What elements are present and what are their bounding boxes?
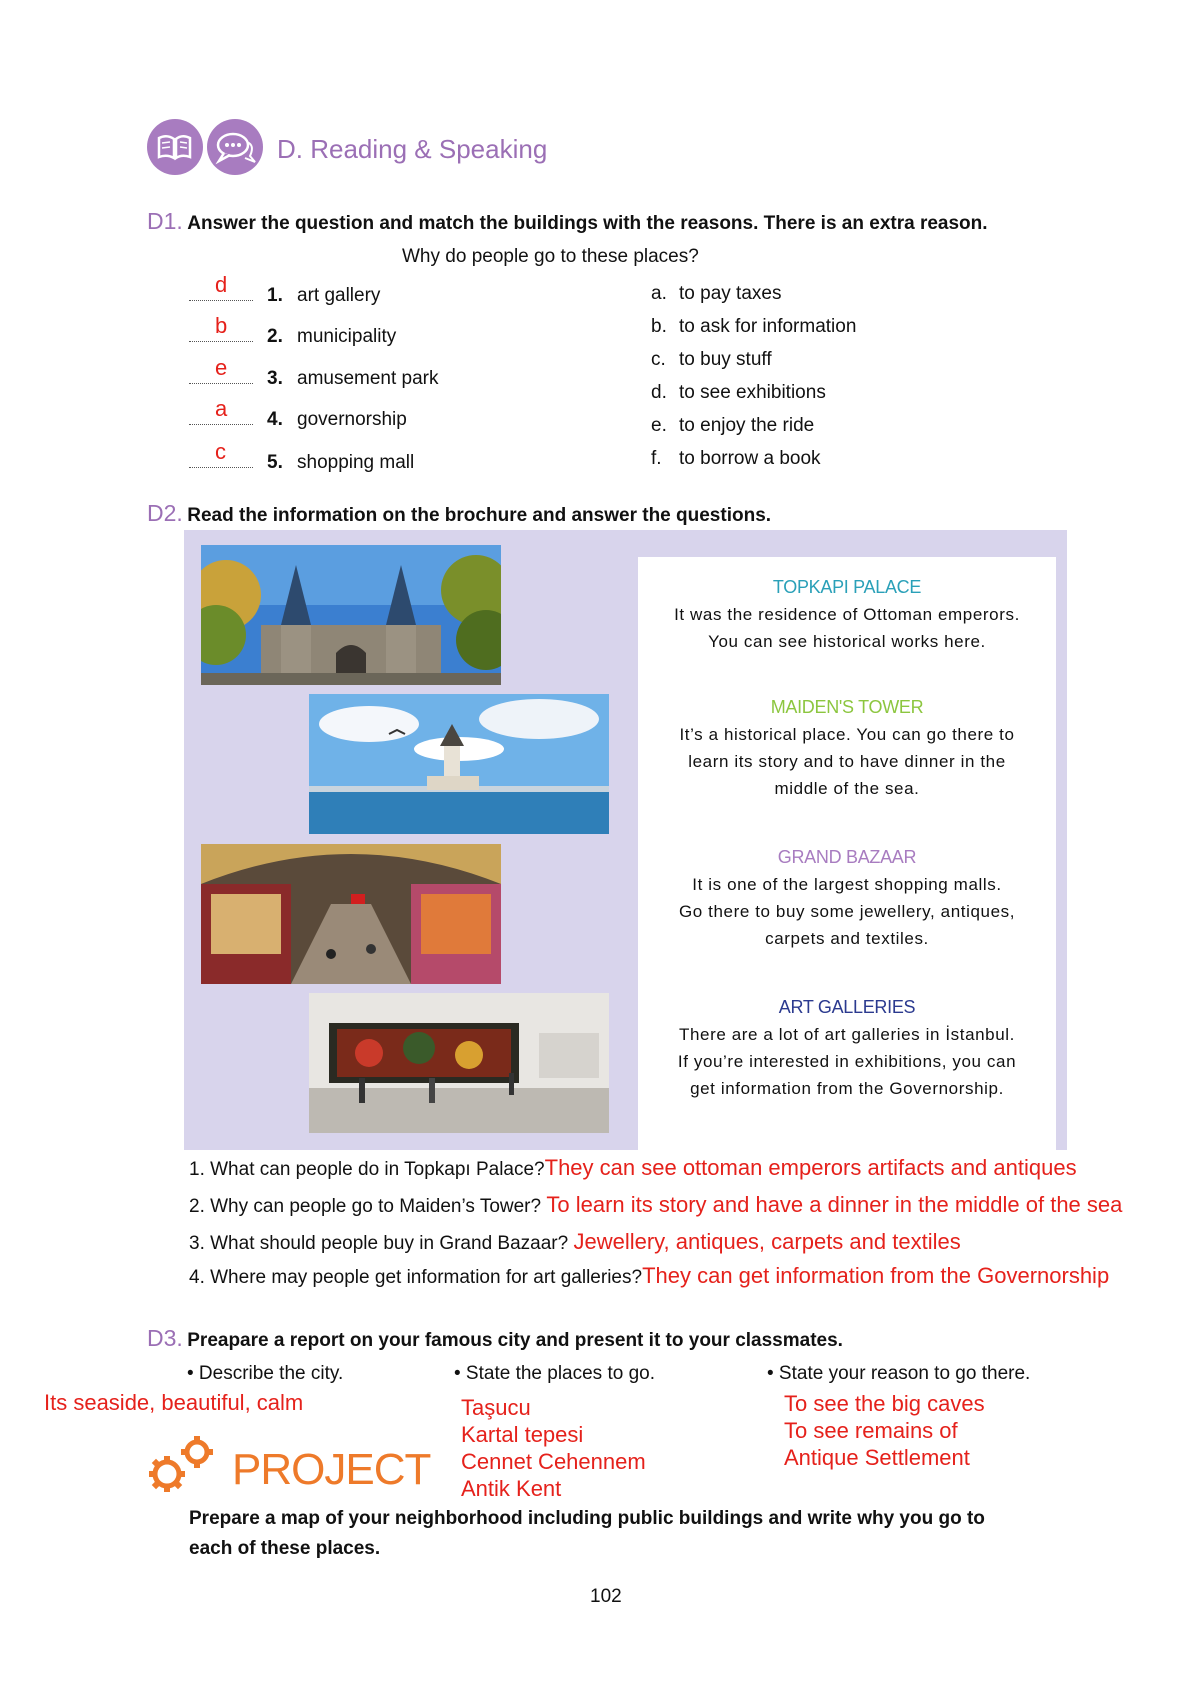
- item-text: amusement park: [297, 368, 439, 389]
- place-desc-line: Go there to buy some jewellery, antiques,: [678, 902, 1016, 921]
- d2-question: [189, 1192, 1122, 1218]
- place-art-galleries: [638, 997, 1056, 1102]
- question-text: 2. Why can people go to Maiden’s Tower?: [189, 1196, 542, 1217]
- answer-place: Antik Kent: [461, 1476, 562, 1501]
- place-desc-line: middle of the sea.: [774, 779, 920, 798]
- item-text: shopping mall: [297, 452, 415, 473]
- item-number: 3.: [267, 368, 283, 389]
- answer-reason: To see the big caves: [784, 1391, 985, 1416]
- reason-text: to enjoy the ride: [679, 415, 815, 436]
- d3-instruction: Preapare a report on your famous city and present it to your classmates.: [187, 1330, 843, 1351]
- reason-text: to see exhibitions: [679, 382, 826, 403]
- place-grand-bazaar: [638, 847, 1056, 952]
- place-maidens-tower: [638, 697, 1056, 802]
- place-desc-line: There are a lot of art galleries in İstanbul.: [679, 1025, 1015, 1044]
- item-number: 5.: [267, 452, 283, 473]
- place-desc-line: learn its story and to have dinner in the: [688, 752, 1006, 771]
- project-text-line: each of these places.: [189, 1538, 381, 1559]
- place-title: GRAND BAZAAR: [777, 847, 917, 867]
- reason-text: to ask for information: [679, 316, 857, 337]
- match-item: [189, 396, 407, 436]
- answer-reasons[interactable]: [784, 1390, 985, 1471]
- answer-city[interactable]: Its seaside, beautiful, calm: [44, 1390, 304, 1415]
- place-title: MAIDEN'S TOWER: [770, 697, 924, 717]
- answer-reason: To see remains of: [784, 1418, 958, 1443]
- item-text: municipality: [297, 326, 397, 347]
- answer-blank[interactable]: [189, 439, 253, 468]
- d2-question: [189, 1263, 1109, 1289]
- match-item: [189, 355, 439, 395]
- answer-letter: a: [215, 396, 228, 421]
- section-title: D. Reading & Speaking: [277, 134, 548, 164]
- reason-item: [651, 316, 856, 338]
- project-text-line: Prepare a map of your neighborhood including public buildings and write why you go to: [189, 1508, 985, 1529]
- item-number: 2.: [267, 326, 283, 347]
- answer-letter: b: [215, 313, 228, 338]
- d2-question: [189, 1155, 1077, 1181]
- place-topkapi: [638, 577, 1056, 655]
- answer-reason: Antique Settlement: [784, 1445, 970, 1470]
- reason-text: to borrow a book: [679, 448, 821, 469]
- answer-letter: e: [215, 355, 228, 380]
- art-gallery-photo: [309, 993, 609, 1133]
- reason-text: to pay taxes: [679, 283, 782, 304]
- d2-label: D2.: [147, 500, 183, 526]
- book-icon: [147, 119, 203, 175]
- place-desc: [638, 871, 1056, 952]
- reason-text: to buy stuff: [679, 349, 772, 370]
- reason-item: [651, 415, 814, 437]
- place-title: ART GALLERIES: [778, 997, 916, 1017]
- item-number: 4.: [267, 409, 283, 430]
- place-desc: [638, 601, 1056, 655]
- place-desc-line: It is one of the largest shopping malls.: [692, 875, 1002, 894]
- item-text: governorship: [297, 409, 407, 430]
- d3-label: D3.: [147, 1325, 183, 1351]
- project-instruction: [189, 1504, 985, 1564]
- d1-heading: [147, 208, 988, 235]
- match-item: [189, 272, 381, 312]
- answer-letter: d: [215, 272, 228, 297]
- d3-bullet: • State the places to go.: [454, 1363, 656, 1384]
- reason-letter: a.: [651, 283, 667, 304]
- reason-letter: f.: [651, 448, 662, 469]
- answer-text[interactable]: They can see ottoman emperors artifacts and antiques: [544, 1155, 1077, 1180]
- answer-blank[interactable]: [189, 396, 253, 425]
- answer-blank[interactable]: [189, 355, 253, 384]
- item-number: 1.: [267, 285, 283, 306]
- d1-label: D1.: [147, 208, 183, 234]
- maidens-tower-photo: [309, 694, 609, 834]
- topkapi-palace-photo: [201, 545, 501, 685]
- item-text: art gallery: [297, 285, 381, 306]
- place-desc-line: get information from the Governorship.: [690, 1079, 1004, 1098]
- answer-letter: c: [215, 439, 226, 464]
- question-text: 4. Where may people get information for art galleries?: [189, 1267, 643, 1288]
- answer-blank[interactable]: [189, 313, 253, 342]
- d2-instruction: Read the information on the brochure and answer the questions.: [187, 505, 772, 526]
- question-text: 1. What can people do in Topkapı Palace?: [189, 1159, 545, 1180]
- reason-letter: d.: [651, 382, 667, 403]
- section-icons: [147, 118, 264, 176]
- d3-bullet: • Describe the city.: [187, 1363, 344, 1384]
- answer-place: Taşucu: [461, 1395, 531, 1420]
- speech-bubble-icon: [207, 119, 263, 175]
- place-desc-line: It’s a historical place. You can go there to: [679, 725, 1015, 744]
- reason-item: [651, 448, 821, 470]
- answer-text[interactable]: To learn its story and have a dinner in the middle of the sea: [546, 1192, 1123, 1217]
- match-item: [189, 313, 397, 353]
- place-desc: [638, 721, 1056, 802]
- reason-item: [651, 382, 826, 404]
- answer-place: Cennet Cehennem: [461, 1449, 646, 1474]
- place-title: TOPKAPI PALACE: [772, 577, 922, 597]
- answer-text[interactable]: Jewellery, antiques, carpets and textiles: [573, 1229, 961, 1254]
- answer-places[interactable]: [461, 1394, 646, 1502]
- d1-instruction: Answer the question and match the buildings with the reasons. There is an extra reason.: [187, 213, 988, 234]
- match-item: [189, 439, 415, 479]
- question-text: 3. What should people buy in Grand Bazaar?: [189, 1233, 569, 1254]
- d3-heading: [147, 1325, 843, 1352]
- answer-blank[interactable]: [189, 272, 253, 301]
- place-desc: [638, 1021, 1056, 1102]
- reason-item: [651, 283, 781, 305]
- answer-text[interactable]: They can get information from the Governorship: [642, 1263, 1110, 1288]
- reason-item: [651, 349, 772, 371]
- d2-question: [189, 1229, 961, 1255]
- d1-question: Why do people go to these places?: [402, 246, 699, 267]
- grand-bazaar-photo: [201, 844, 501, 984]
- place-desc-line: carpets and textiles.: [765, 929, 929, 948]
- page-number: 102: [590, 1586, 622, 1607]
- gears-icon: [145, 1432, 217, 1500]
- reason-letter: e.: [651, 415, 667, 436]
- answer-place: Kartal tepesi: [461, 1422, 584, 1447]
- d3-bullet: • State your reason to go there.: [767, 1363, 1031, 1384]
- d2-heading: [147, 500, 771, 527]
- place-desc-line: It was the residence of Ottoman emperors.: [674, 605, 1020, 624]
- place-desc-line: If you’re interested in exhibitions, you can: [677, 1052, 1017, 1071]
- reason-letter: b.: [651, 316, 667, 337]
- place-desc-line: You can see historical works here.: [708, 632, 986, 651]
- reason-letter: c.: [651, 349, 666, 370]
- project-label: PROJECT: [232, 1445, 431, 1494]
